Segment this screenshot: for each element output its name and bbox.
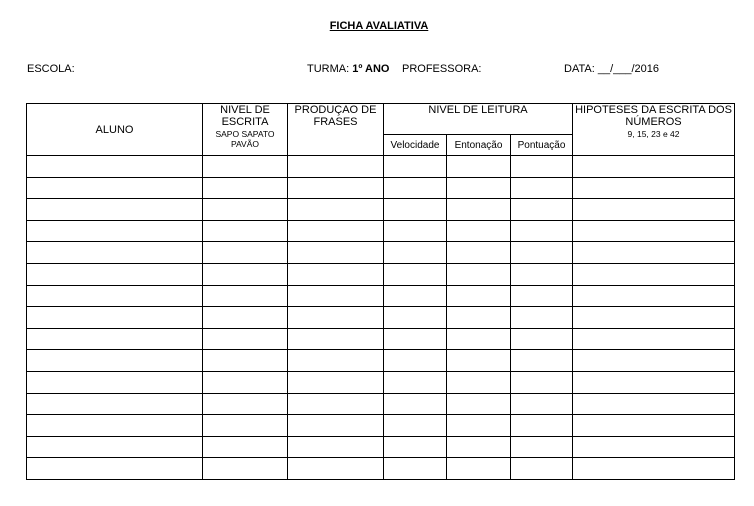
cell-entonacao[interactable] <box>447 350 511 372</box>
header-pontuacao: Pontuação <box>511 135 573 156</box>
cell-pontuacao[interactable] <box>511 307 573 329</box>
data-label: DATA: <box>564 63 595 75</box>
cell-pontuacao[interactable] <box>511 242 573 264</box>
cell-producao-frases[interactable] <box>288 220 384 242</box>
cell-pontuacao[interactable] <box>511 458 573 480</box>
table-row <box>27 328 735 350</box>
cell-aluno[interactable] <box>27 220 203 242</box>
cell-entonacao[interactable] <box>447 328 511 350</box>
cell-entonacao[interactable] <box>447 458 511 480</box>
cell-pontuacao[interactable] <box>511 156 573 178</box>
cell-aluno[interactable] <box>27 156 203 178</box>
table-row <box>27 177 735 199</box>
cell-producao-frases[interactable] <box>288 285 384 307</box>
cell-nivel-escrita[interactable] <box>203 328 288 350</box>
header-nivel-escrita-words: SAPO SAPATO PAVÃO <box>215 129 275 149</box>
header-nivel-escrita <box>203 104 288 156</box>
cell-pontuacao[interactable] <box>511 371 573 393</box>
cell-aluno[interactable] <box>27 436 203 458</box>
cell-pontuacao[interactable] <box>511 415 573 437</box>
cell-pontuacao[interactable] <box>511 263 573 285</box>
table-header <box>27 104 735 156</box>
cell-nivel-escrita[interactable] <box>203 156 288 178</box>
cell-pontuacao[interactable] <box>511 285 573 307</box>
cell-hipoteses[interactable] <box>573 350 735 372</box>
escola-label: ESCOLA: <box>27 63 75 75</box>
form-title: FICHA AVALIATIVA <box>329 20 429 32</box>
table-row <box>27 285 735 307</box>
data-field <box>564 63 659 75</box>
cell-nivel-escrita[interactable] <box>203 393 288 415</box>
cell-entonacao[interactable] <box>447 177 511 199</box>
professora-label: PROFESSORA: <box>402 63 482 75</box>
cell-velocidade[interactable] <box>384 350 447 372</box>
cell-hipoteses[interactable] <box>573 220 735 242</box>
table-row <box>27 436 735 458</box>
data-value: __/___/2016 <box>597 63 659 75</box>
cell-nivel-escrita[interactable] <box>203 263 288 285</box>
cell-aluno[interactable] <box>27 458 203 480</box>
cell-entonacao[interactable] <box>447 436 511 458</box>
cell-nivel-escrita[interactable] <box>203 285 288 307</box>
header-aluno: ALUNO <box>27 104 203 156</box>
cell-hipoteses[interactable] <box>573 328 735 350</box>
cell-producao-frases[interactable] <box>288 177 384 199</box>
header-nivel-escrita-label: NIVEL DE ESCRITA <box>220 104 270 128</box>
cell-velocidade[interactable] <box>384 156 447 178</box>
cell-aluno[interactable] <box>27 307 203 329</box>
cell-pontuacao[interactable] <box>511 177 573 199</box>
cell-nivel-escrita[interactable] <box>203 350 288 372</box>
cell-producao-frases[interactable] <box>288 350 384 372</box>
cell-entonacao[interactable] <box>447 220 511 242</box>
header-velocidade: Velocidade <box>384 135 447 156</box>
cell-entonacao[interactable] <box>447 263 511 285</box>
cell-entonacao[interactable] <box>447 371 511 393</box>
cell-hipoteses[interactable] <box>573 199 735 221</box>
table-row <box>27 242 735 264</box>
cell-producao-frases[interactable] <box>288 458 384 480</box>
cell-producao-frases[interactable] <box>288 263 384 285</box>
cell-velocidade[interactable] <box>384 371 447 393</box>
turma-value: 1º ANO <box>352 63 390 75</box>
cell-hipoteses[interactable] <box>573 307 735 329</box>
cell-entonacao[interactable] <box>447 156 511 178</box>
cell-velocidade[interactable] <box>384 285 447 307</box>
cell-hipoteses[interactable] <box>573 177 735 199</box>
cell-nivel-escrita[interactable] <box>203 436 288 458</box>
cell-nivel-escrita[interactable] <box>203 242 288 264</box>
table-row <box>27 156 735 178</box>
table-row <box>27 199 735 221</box>
turma-field <box>307 63 389 75</box>
cell-velocidade[interactable] <box>384 458 447 480</box>
cell-nivel-escrita[interactable] <box>203 199 288 221</box>
cell-aluno[interactable] <box>27 263 203 285</box>
cell-velocidade[interactable] <box>384 242 447 264</box>
table-row <box>27 371 735 393</box>
cell-hipoteses[interactable] <box>573 242 735 264</box>
cell-nivel-escrita[interactable] <box>203 415 288 437</box>
cell-nivel-escrita[interactable] <box>203 177 288 199</box>
cell-aluno[interactable] <box>27 350 203 372</box>
cell-hipoteses[interactable] <box>573 415 735 437</box>
cell-hipoteses[interactable] <box>573 458 735 480</box>
table-row <box>27 263 735 285</box>
cell-aluno[interactable] <box>27 371 203 393</box>
cell-producao-frases[interactable] <box>288 436 384 458</box>
cell-velocidade[interactable] <box>384 263 447 285</box>
header-hipoteses <box>573 104 735 156</box>
cell-pontuacao[interactable] <box>511 393 573 415</box>
table-row <box>27 307 735 329</box>
cell-producao-frases[interactable] <box>288 328 384 350</box>
cell-velocidade[interactable] <box>384 177 447 199</box>
table-row <box>27 415 735 437</box>
table-row <box>27 220 735 242</box>
header-entonacao: Entonação <box>447 135 511 156</box>
table-row <box>27 458 735 480</box>
cell-aluno[interactable] <box>27 328 203 350</box>
table-body <box>27 156 735 480</box>
cell-producao-frases[interactable] <box>288 242 384 264</box>
cell-aluno[interactable] <box>27 199 203 221</box>
cell-aluno[interactable] <box>27 242 203 264</box>
cell-entonacao[interactable] <box>447 242 511 264</box>
cell-entonacao[interactable] <box>447 285 511 307</box>
cell-entonacao[interactable] <box>447 199 511 221</box>
header-producao-frases: PRODUÇAO DE FRASES <box>288 104 384 156</box>
cell-hipoteses[interactable] <box>573 371 735 393</box>
header-hipoteses-numbers: 9, 15, 23 e 42 <box>627 129 680 139</box>
cell-velocidade[interactable] <box>384 415 447 437</box>
cell-hipoteses[interactable] <box>573 436 735 458</box>
cell-hipoteses[interactable] <box>573 285 735 307</box>
cell-entonacao[interactable] <box>447 415 511 437</box>
cell-pontuacao[interactable] <box>511 199 573 221</box>
cell-nivel-escrita[interactable] <box>203 371 288 393</box>
cell-producao-frases[interactable] <box>288 156 384 178</box>
cell-entonacao[interactable] <box>447 307 511 329</box>
header-nivel-leitura <box>384 104 573 135</box>
cell-nivel-escrita[interactable] <box>203 458 288 480</box>
cell-nivel-escrita[interactable] <box>203 307 288 329</box>
cell-aluno[interactable] <box>27 285 203 307</box>
turma-label: TURMA: <box>307 63 350 75</box>
cell-pontuacao[interactable] <box>511 436 573 458</box>
cell-velocidade[interactable] <box>384 307 447 329</box>
cell-aluno[interactable] <box>27 177 203 199</box>
cell-velocidade[interactable] <box>384 220 447 242</box>
cell-hipoteses[interactable] <box>573 156 735 178</box>
cell-hipoteses[interactable] <box>573 263 735 285</box>
cell-velocidade[interactable] <box>384 393 447 415</box>
cell-pontuacao[interactable] <box>511 328 573 350</box>
cell-aluno[interactable] <box>27 415 203 437</box>
cell-pontuacao[interactable] <box>511 350 573 372</box>
cell-producao-frases[interactable] <box>288 307 384 329</box>
header-nivel-leitura-label: NIVEL DE LEITURA <box>428 104 528 116</box>
cell-pontuacao[interactable] <box>511 220 573 242</box>
cell-producao-frases[interactable] <box>288 393 384 415</box>
cell-aluno[interactable] <box>27 393 203 415</box>
table-row <box>27 393 735 415</box>
cell-velocidade[interactable] <box>384 328 447 350</box>
cell-nivel-escrita[interactable] <box>203 220 288 242</box>
header-hipoteses-label: HIPOTESES DA ESCRITA DOS NÚMEROS <box>575 104 732 128</box>
cell-hipoteses[interactable] <box>573 393 735 415</box>
cell-velocidade[interactable] <box>384 436 447 458</box>
cell-producao-frases[interactable] <box>288 415 384 437</box>
cell-velocidade[interactable] <box>384 199 447 221</box>
evaluation-table <box>26 103 735 480</box>
cell-entonacao[interactable] <box>447 393 511 415</box>
cell-producao-frases[interactable] <box>288 371 384 393</box>
cell-producao-frases[interactable] <box>288 199 384 221</box>
table-row <box>27 350 735 372</box>
